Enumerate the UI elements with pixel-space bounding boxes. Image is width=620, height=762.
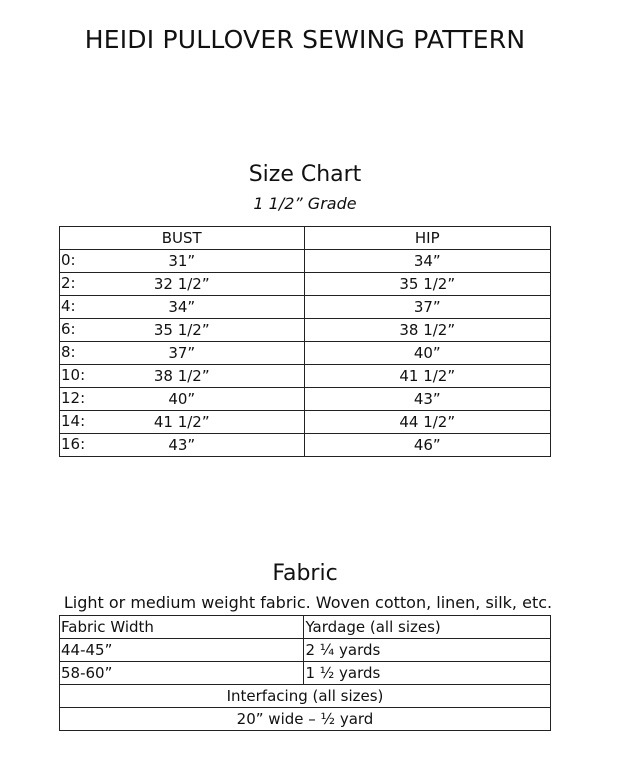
bust-cell	[60, 273, 305, 296]
size-chart-header-row	[60, 227, 551, 250]
bust-value: 35 1/2”	[153, 320, 210, 339]
size-label: 0:	[61, 251, 76, 269]
hip-value: 34”	[304, 250, 551, 273]
size-row	[60, 434, 551, 457]
fabric-width-cell: 44-45”	[60, 639, 304, 662]
hip-value: 44 1/2”	[304, 411, 551, 434]
size-chart-table	[59, 226, 551, 457]
interfacing-value: 20” wide – ½ yard	[60, 708, 551, 731]
fabric-width-header: Fabric Width	[60, 616, 304, 639]
grade-subtitle: 1 1/2” Grade	[253, 194, 357, 213]
fabric-heading: Fabric	[272, 561, 338, 586]
bust-cell	[60, 434, 305, 457]
size-row	[60, 365, 551, 388]
hip-value: 35 1/2”	[304, 273, 551, 296]
size-chart-body	[60, 250, 551, 457]
bust-cell	[60, 411, 305, 434]
hip-value: 40”	[304, 342, 551, 365]
interfacing-value-row	[60, 708, 551, 731]
bust-value: 43”	[168, 435, 196, 454]
bust-value: 37”	[168, 343, 196, 362]
hip-value: 37”	[304, 296, 551, 319]
fabric-row	[60, 662, 551, 685]
size-row	[60, 319, 551, 342]
bust-cell	[60, 250, 305, 273]
size-row	[60, 250, 551, 273]
size-label: 2:	[61, 274, 76, 292]
hip-value: 46”	[304, 434, 551, 457]
size-label: 6:	[61, 320, 76, 338]
hip-value: 43”	[304, 388, 551, 411]
fabric-table-body	[60, 616, 551, 731]
bust-cell	[60, 296, 305, 319]
yardage-cell: 1 ½ yards	[304, 662, 551, 685]
size-label: 10:	[61, 366, 86, 384]
size-label: 14:	[61, 412, 86, 430]
hip-column-header: HIP	[304, 227, 551, 250]
bust-value: 38 1/2”	[153, 366, 210, 385]
bust-value: 32 1/2”	[153, 274, 210, 293]
size-chart-heading: Size Chart	[248, 162, 362, 187]
size-row	[60, 411, 551, 434]
yardage-cell: 2 ¼ yards	[304, 639, 551, 662]
size-row	[60, 342, 551, 365]
size-label: 8:	[61, 343, 76, 361]
bust-value: 31”	[168, 251, 196, 270]
fabric-description: Light or medium weight fabric. Woven cotton, linen, silk, etc.	[63, 593, 553, 612]
interfacing-label: Interfacing (all sizes)	[60, 685, 551, 708]
size-label: 4:	[61, 297, 76, 315]
yardage-header: Yardage (all sizes)	[304, 616, 551, 639]
fabric-width-cell: 58-60”	[60, 662, 304, 685]
fabric-header-row	[60, 616, 551, 639]
fabric-table	[59, 615, 551, 731]
hip-value: 41 1/2”	[304, 365, 551, 388]
size-row	[60, 388, 551, 411]
bust-column-header: BUST	[60, 227, 305, 250]
bust-value: 34”	[168, 297, 196, 316]
bust-cell	[60, 342, 305, 365]
fabric-row	[60, 639, 551, 662]
size-label: 12:	[61, 389, 86, 407]
bust-cell	[60, 388, 305, 411]
bust-value: 40”	[168, 389, 196, 408]
bust-cell	[60, 365, 305, 388]
page-title: HEIDI PULLOVER SEWING PATTERN	[84, 25, 526, 54]
bust-cell	[60, 319, 305, 342]
size-row	[60, 273, 551, 296]
size-row	[60, 296, 551, 319]
bust-value: 41 1/2”	[153, 412, 210, 431]
size-label: 16:	[61, 435, 86, 453]
hip-value: 38 1/2”	[304, 319, 551, 342]
interfacing-label-row	[60, 685, 551, 708]
